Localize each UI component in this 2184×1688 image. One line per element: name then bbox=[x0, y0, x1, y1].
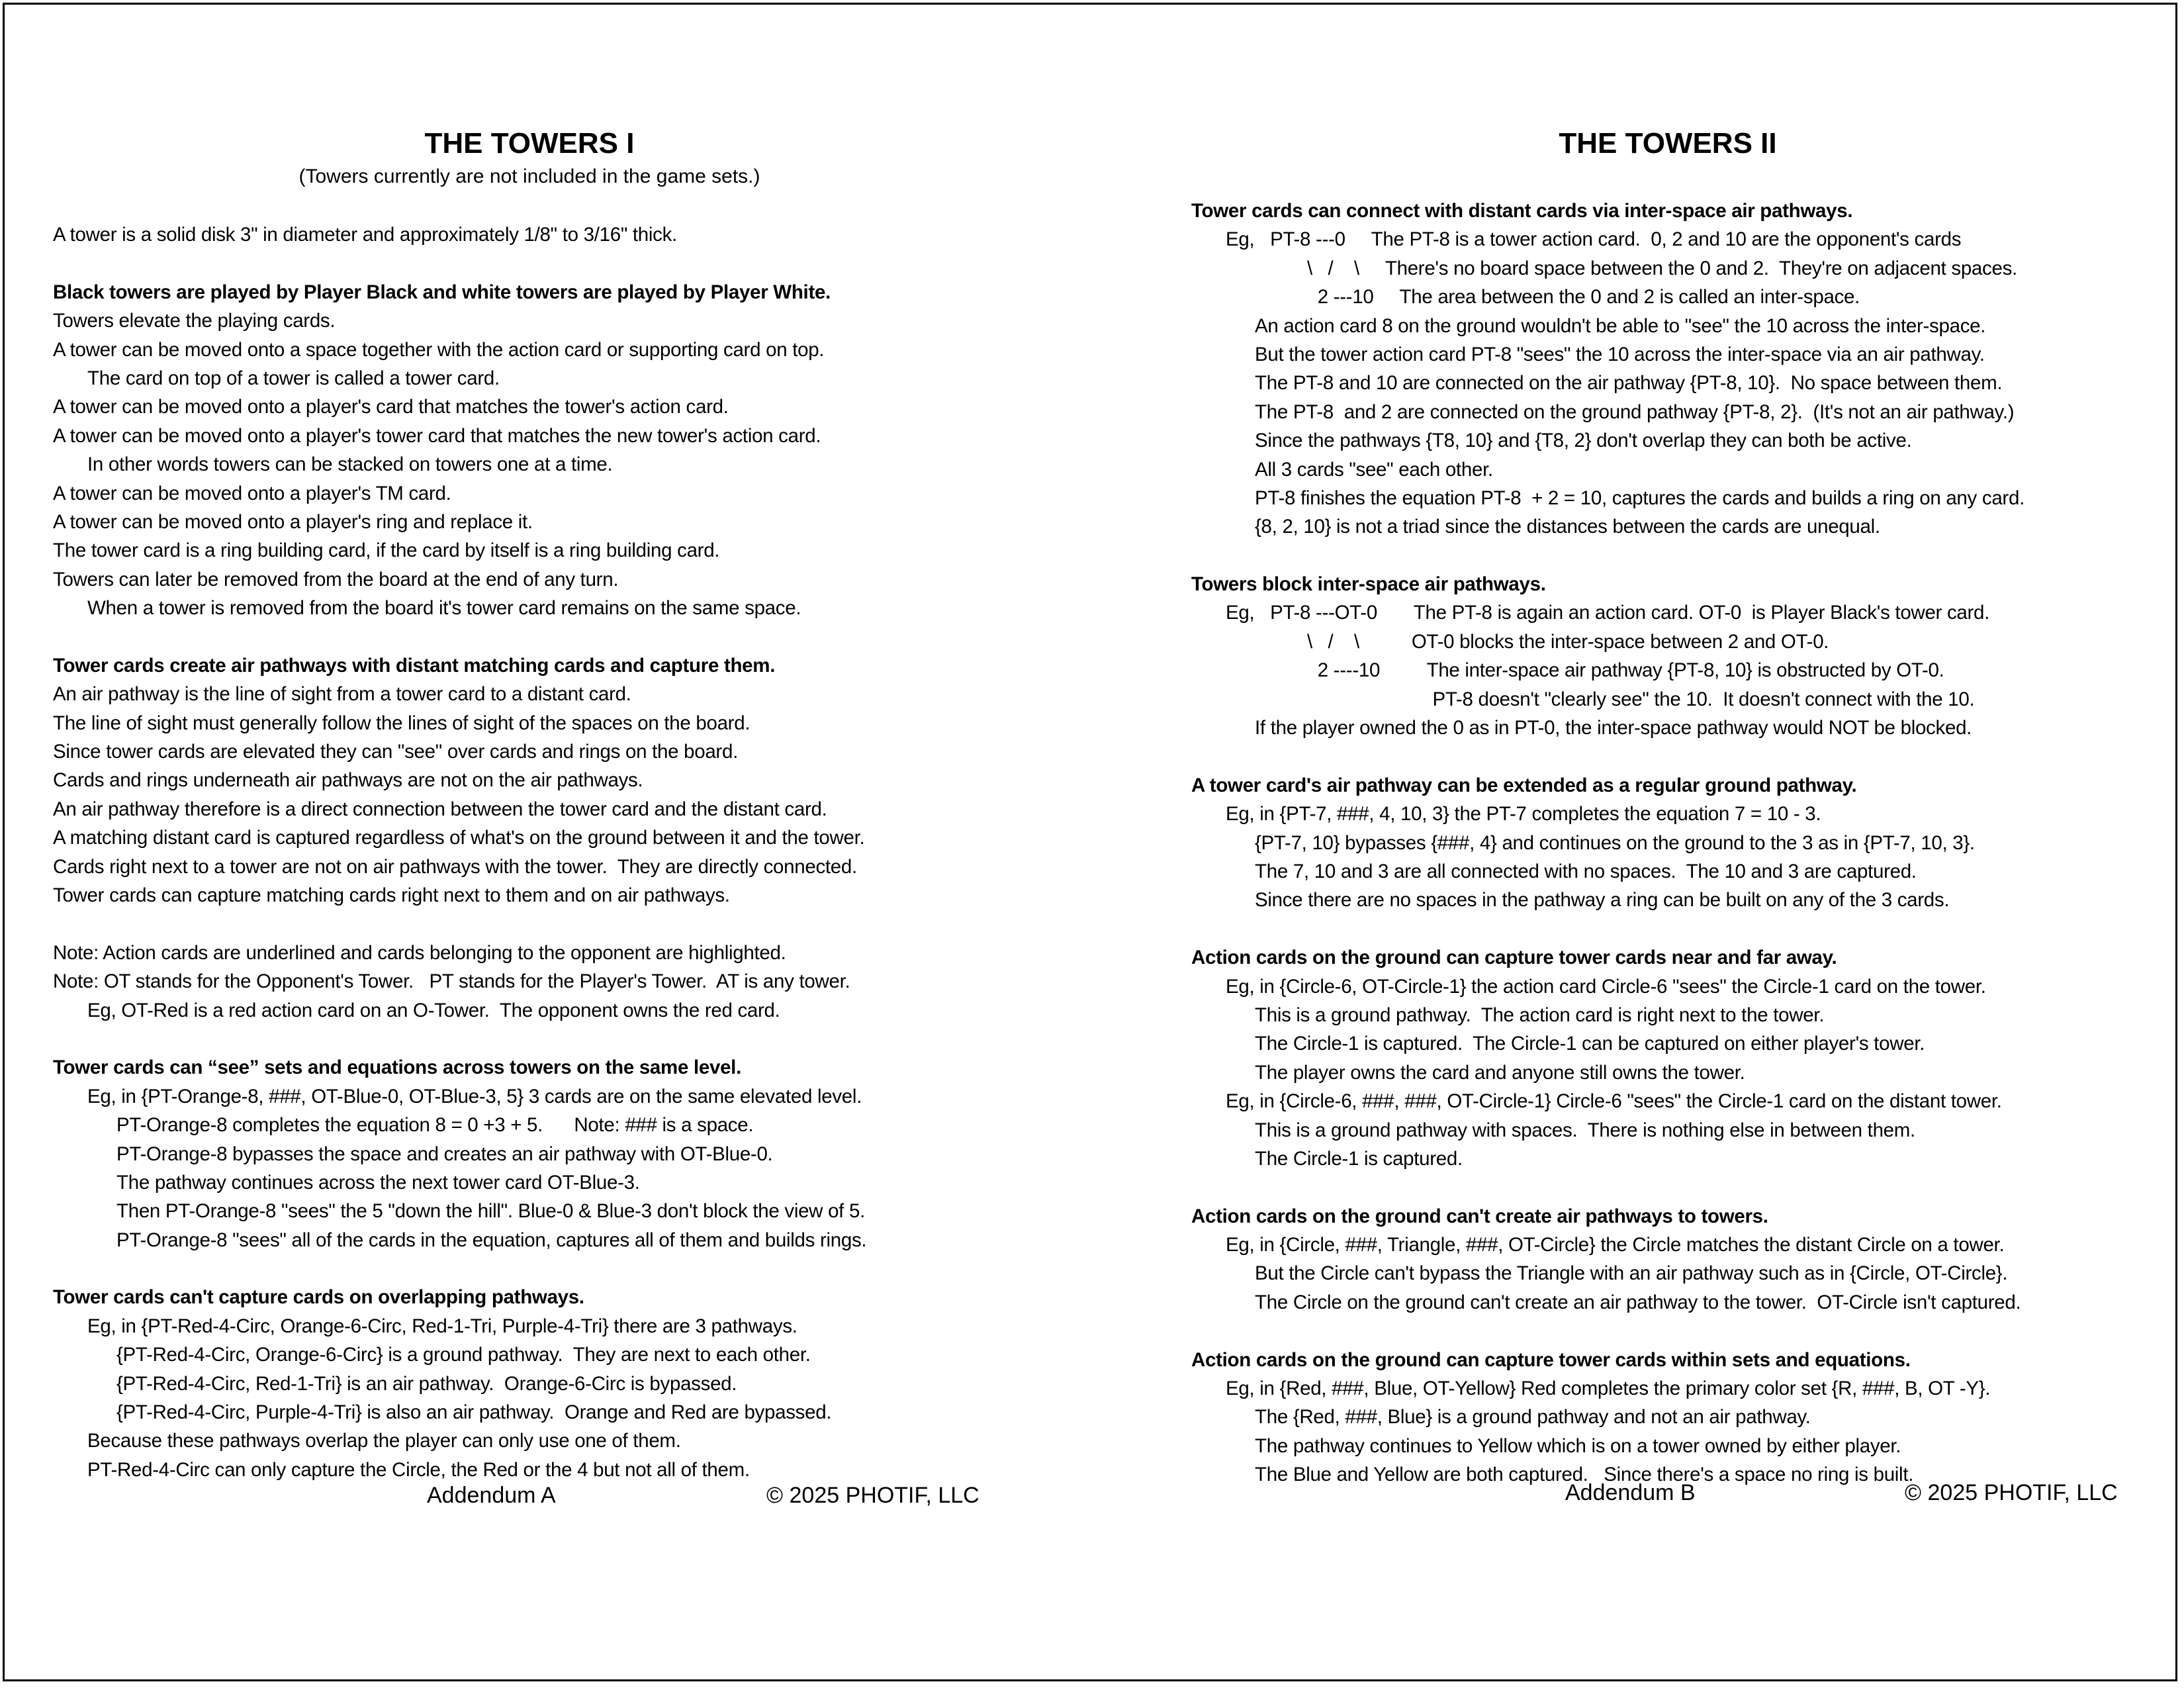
text-line: {PT-Red-4-Circ, Red-1-Tri} is an air pathway. Orange-6-Circ is bypassed. bbox=[116, 1372, 737, 1395]
section-heading: A tower card's air pathway can be extended as a regular ground pathway. bbox=[1191, 774, 1857, 796]
text-line: PT-8 doesn't "clearly see" the 10. It doesn't connect with the 10. bbox=[1255, 688, 1975, 710]
text-line: Eg, PT-8 ---0 The PT-8 is a tower action card. 0, 2 and 10 are the opponent's cards bbox=[1226, 228, 1962, 251]
section-heading: Action cards on the ground can capture tower cards within sets and equations. bbox=[1191, 1348, 1911, 1371]
text-line: Cards and rings underneath air pathways are not on the air pathways. bbox=[53, 769, 643, 792]
body-text bbox=[53, 220, 1006, 1484]
text-line: PT-Orange-8 "sees" all of the cards in the equation, captures all of them and builds rings. bbox=[116, 1229, 867, 1251]
text-line: Note: OT stands for the Opponent's Tower. PT stands for the Player's Tower. AT is any tower. bbox=[53, 970, 850, 993]
text-line: But the Circle can't bypass the Triangle with an air pathway such as in {Circle, OT-Circle}. bbox=[1255, 1262, 2008, 1285]
text-line: Note: Action cards are underlined and cards belonging to the opponent are highlighted. bbox=[53, 941, 786, 964]
text-line: An air pathway therefore is a direct connection between the tower card and the distant card. bbox=[53, 798, 827, 820]
text-line: \ / \ OT-0 blocks the inter-space between 2 and OT-0. bbox=[1255, 630, 1829, 653]
spacer bbox=[53, 910, 1006, 938]
text-line: All 3 cards "see" each other. bbox=[1255, 458, 1493, 481]
text-line: The player owns the card and anyone still owns the tower. bbox=[1255, 1061, 1745, 1084]
body-text bbox=[1191, 197, 2144, 1489]
footer-copyright: © 2025 PHOTIF, LLC bbox=[766, 1483, 979, 1508]
text-line: 2 ----10 The inter-space air pathway {PT-8, 10} is obstructed by OT-0. bbox=[1255, 659, 1944, 682]
spacer bbox=[1191, 915, 2144, 943]
section-heading: Action cards on the ground can't create air pathways to towers. bbox=[1191, 1205, 1768, 1227]
footer-copyright: © 2025 PHOTIF, LLC bbox=[1905, 1480, 2118, 1505]
text-line: 2 ---10 The area between the 0 and 2 is called an inter-space. bbox=[1255, 286, 1860, 308]
text-line: The tower card is a ring building card, if the card by itself is a ring building card. bbox=[53, 539, 720, 562]
text-line: Eg, OT-Red is a red action card on an O-Tower. The opponent owns the red card. bbox=[87, 999, 780, 1021]
spacer bbox=[53, 622, 1006, 651]
text-line: An air pathway is the line of sight from a tower card to a distant card. bbox=[53, 683, 631, 706]
text-line: Then PT-Orange-8 "sees" the 5 "down the hill". Blue-0 & Blue-3 don't block the view of 5. bbox=[116, 1200, 865, 1223]
text-line: {PT-7, 10} bypasses {###, 4} and continues on the ground to the 3 as in {PT-7, 10, 3}. bbox=[1255, 831, 1975, 854]
text-line: This is a ground pathway with spaces. There is nothing else in between them. bbox=[1255, 1119, 1915, 1141]
section-heading: Tower cards can “see” sets and equations across towers on the same level. bbox=[53, 1056, 741, 1079]
text-line: The PT-8 and 2 are connected on the ground pathway {PT-8, 2}. (It's not an air pathway.) bbox=[1255, 400, 2015, 423]
footer-addendum-label: Addendum A bbox=[427, 1483, 556, 1508]
text-line: A tower is a solid disk 3" in diameter and approximately 1/8" to 3/16" thick. bbox=[53, 224, 677, 246]
text-line: Since tower cards are elevated they can "see" over cards and rings on the board. bbox=[53, 741, 738, 763]
spacer bbox=[1191, 1317, 2144, 1345]
text-line: Since there are no spaces in the pathway a ring can be built on any of the 3 cards. bbox=[1255, 889, 1950, 912]
section-heading: Tower cards create air pathways with distant matching cards and capture them. bbox=[53, 654, 776, 677]
text-line: Tower cards can capture matching cards right next to them and on air pathways. bbox=[53, 884, 730, 906]
spacer bbox=[1191, 742, 2144, 771]
section-heading: Black towers are played by Player Black and white towers are played by Player White. bbox=[53, 281, 831, 303]
section-heading: Action cards on the ground can capture tower cards near and far away. bbox=[1191, 947, 1837, 969]
text-line: A tower can be moved onto a player's card that matches the tower's action card. bbox=[53, 396, 729, 418]
text-line: The card on top of a tower is called a tower card. bbox=[87, 367, 500, 389]
text-line: A tower can be moved onto a player's tower card that matches the new tower's action card. bbox=[53, 424, 821, 447]
spacer bbox=[53, 1025, 1006, 1053]
text-line: PT-8 finishes the equation PT-8 + 2 = 10, captures the cards and builds a ring on any card. bbox=[1255, 487, 2025, 509]
text-line: Eg, in {PT-Red-4-Circ, Orange-6-Circ, Red-1-Tri, Purple-4-Tri} there are 3 pathways. bbox=[87, 1315, 797, 1337]
text-line: \ / \ There's no board space between the 0 and 2. They're on adjacent spaces. bbox=[1255, 257, 2017, 279]
text-line: The 7, 10 and 3 are all connected with no spaces. The 10 and 3 are captured. bbox=[1255, 860, 1917, 882]
text-line: Because these pathways overlap the player can only use one of them. bbox=[87, 1430, 681, 1452]
section-heading: Towers block inter-space air pathways. bbox=[1191, 573, 1546, 596]
text-line: Eg, in {Circle-6, ###, ###, OT-Circle-1} Circle-6 "sees" the Circle-1 card on the distant tower. bbox=[1226, 1090, 2002, 1113]
text-line: The line of sight must generally follow the lines of sight of the spaces on the board. bbox=[53, 712, 751, 734]
spacer bbox=[53, 1254, 1006, 1283]
text-line: Towers can later be removed from the board at the end of any turn. bbox=[53, 568, 619, 590]
text-line: The pathway continues across the next tower card OT-Blue-3. bbox=[116, 1171, 640, 1194]
text-line: {8, 2, 10} is not a triad since the distances between the cards are unequal. bbox=[1255, 516, 1880, 538]
text-line: A matching distant card is captured regardless of what's on the ground between it and the tower. bbox=[53, 827, 865, 849]
text-line: PT-Orange-8 completes the equation 8 = 0 +3 + 5. Note: ### is a space. bbox=[116, 1114, 754, 1137]
addendum-a-page bbox=[53, 0, 1006, 1688]
text-line: PT-Red-4-Circ can only capture the Circle, the Red or the 4 but not all of them. bbox=[87, 1458, 750, 1481]
text-line: Towers elevate the playing cards. bbox=[53, 310, 336, 332]
text-line: Eg, in {PT-7, ###, 4, 10, 3} the PT-7 completes the equation 7 = 10 - 3. bbox=[1226, 803, 1821, 825]
footer-addendum-label: Addendum B bbox=[1565, 1480, 1696, 1505]
spacer bbox=[53, 249, 1006, 277]
text-line: When a tower is removed from the board it's tower card remains on the same space. bbox=[87, 597, 801, 620]
text-line: The Circle-1 is captured. The Circle-1 can be captured on either player's tower. bbox=[1255, 1033, 1925, 1055]
text-line: {PT-Red-4-Circ, Purple-4-Tri} is also an air pathway. Orange and Red are bypassed. bbox=[116, 1401, 832, 1424]
text-line: Eg, in {PT-Orange-8, ###, OT-Blue-0, OT-Blue-3, 5} 3 cards are on the same elevated level. bbox=[87, 1085, 862, 1107]
text-line: In other words towers can be stacked on towers one at a time. bbox=[87, 453, 613, 476]
spacer bbox=[1191, 1173, 2144, 1201]
page-subtitle: (Towers currently are not included in the game sets.) bbox=[298, 165, 760, 187]
text-line: An action card 8 on the ground wouldn't be able to "see" the 10 across the inter-space. bbox=[1255, 314, 1986, 337]
text-line: Eg, in {Red, ###, Blue, OT-Yellow} Red completes the primary color set {R, ###, B, OT -Y}. bbox=[1226, 1378, 1991, 1400]
page-title: THE TOWERS II bbox=[1559, 127, 1777, 160]
section-heading: Tower cards can't capture cards on overlapping pathways. bbox=[53, 1286, 584, 1309]
addendum-b-page bbox=[1191, 0, 2144, 1688]
section-heading: Tower cards can connect with distant cards via inter-space air pathways. bbox=[1191, 200, 1853, 222]
text-line: Since the pathways {T8, 10} and {T8, 2} don't overlap they can both be active. bbox=[1255, 430, 1912, 452]
text-line: If the player owned the 0 as in PT-0, the inter-space pathway would NOT be blocked. bbox=[1255, 717, 1972, 739]
text-line: PT-Orange-8 bypasses the space and creates an air pathway with OT-Blue-0. bbox=[116, 1143, 773, 1165]
text-line: A tower can be moved onto a space together with the action card or supporting card on top. bbox=[53, 338, 825, 361]
text-line: A tower can be moved onto a player's ring and replace it. bbox=[53, 510, 533, 533]
page-title: THE TOWERS I bbox=[424, 127, 635, 160]
text-line: {PT-Red-4-Circ, Orange-6-Circ} is a ground pathway. They are next to each other. bbox=[116, 1344, 811, 1366]
text-line: Eg, PT-8 ---OT-0 The PT-8 is again an action card. OT-0 is Player Black's tower card. bbox=[1226, 602, 1990, 624]
text-line: This is a ground pathway. The action card is right next to the tower. bbox=[1255, 1004, 1825, 1026]
text-line: The pathway continues to Yellow which is on a tower owned by either player. bbox=[1255, 1434, 1901, 1457]
text-line: Cards right next to a tower are not on air pathways with the tower. They are directly connected. bbox=[53, 855, 857, 878]
text-line: But the tower action card PT-8 "sees" the 10 across the inter-space via an air pathway. bbox=[1255, 343, 1985, 365]
text-line: Eg, in {Circle-6, OT-Circle-1} the action card Circle-6 "sees" the Circle-1 card on the tower. bbox=[1226, 975, 1986, 998]
text-line: The Circle-1 is captured. bbox=[1255, 1147, 1463, 1170]
text-line: The PT-8 and 10 are connected on the air pathway {PT-8, 10}. No space between them. bbox=[1255, 372, 2003, 395]
text-line: Eg, in {Circle, ###, Triangle, ###, OT-Circle} the Circle matches the distant Circle on a tower. bbox=[1226, 1234, 2005, 1256]
text-line: The Circle on the ground can't create an air pathway to the tower. OT-Circle isn't captured. bbox=[1255, 1291, 2021, 1313]
spacer bbox=[1191, 541, 2144, 570]
text-line: The {Red, ###, Blue} is a ground pathway and not an air pathway. bbox=[1255, 1406, 1811, 1429]
text-line: The Blue and Yellow are both captured. Since there's a space no ring is built. bbox=[1255, 1464, 1914, 1486]
text-line: A tower can be moved onto a player's TM card. bbox=[53, 482, 451, 504]
